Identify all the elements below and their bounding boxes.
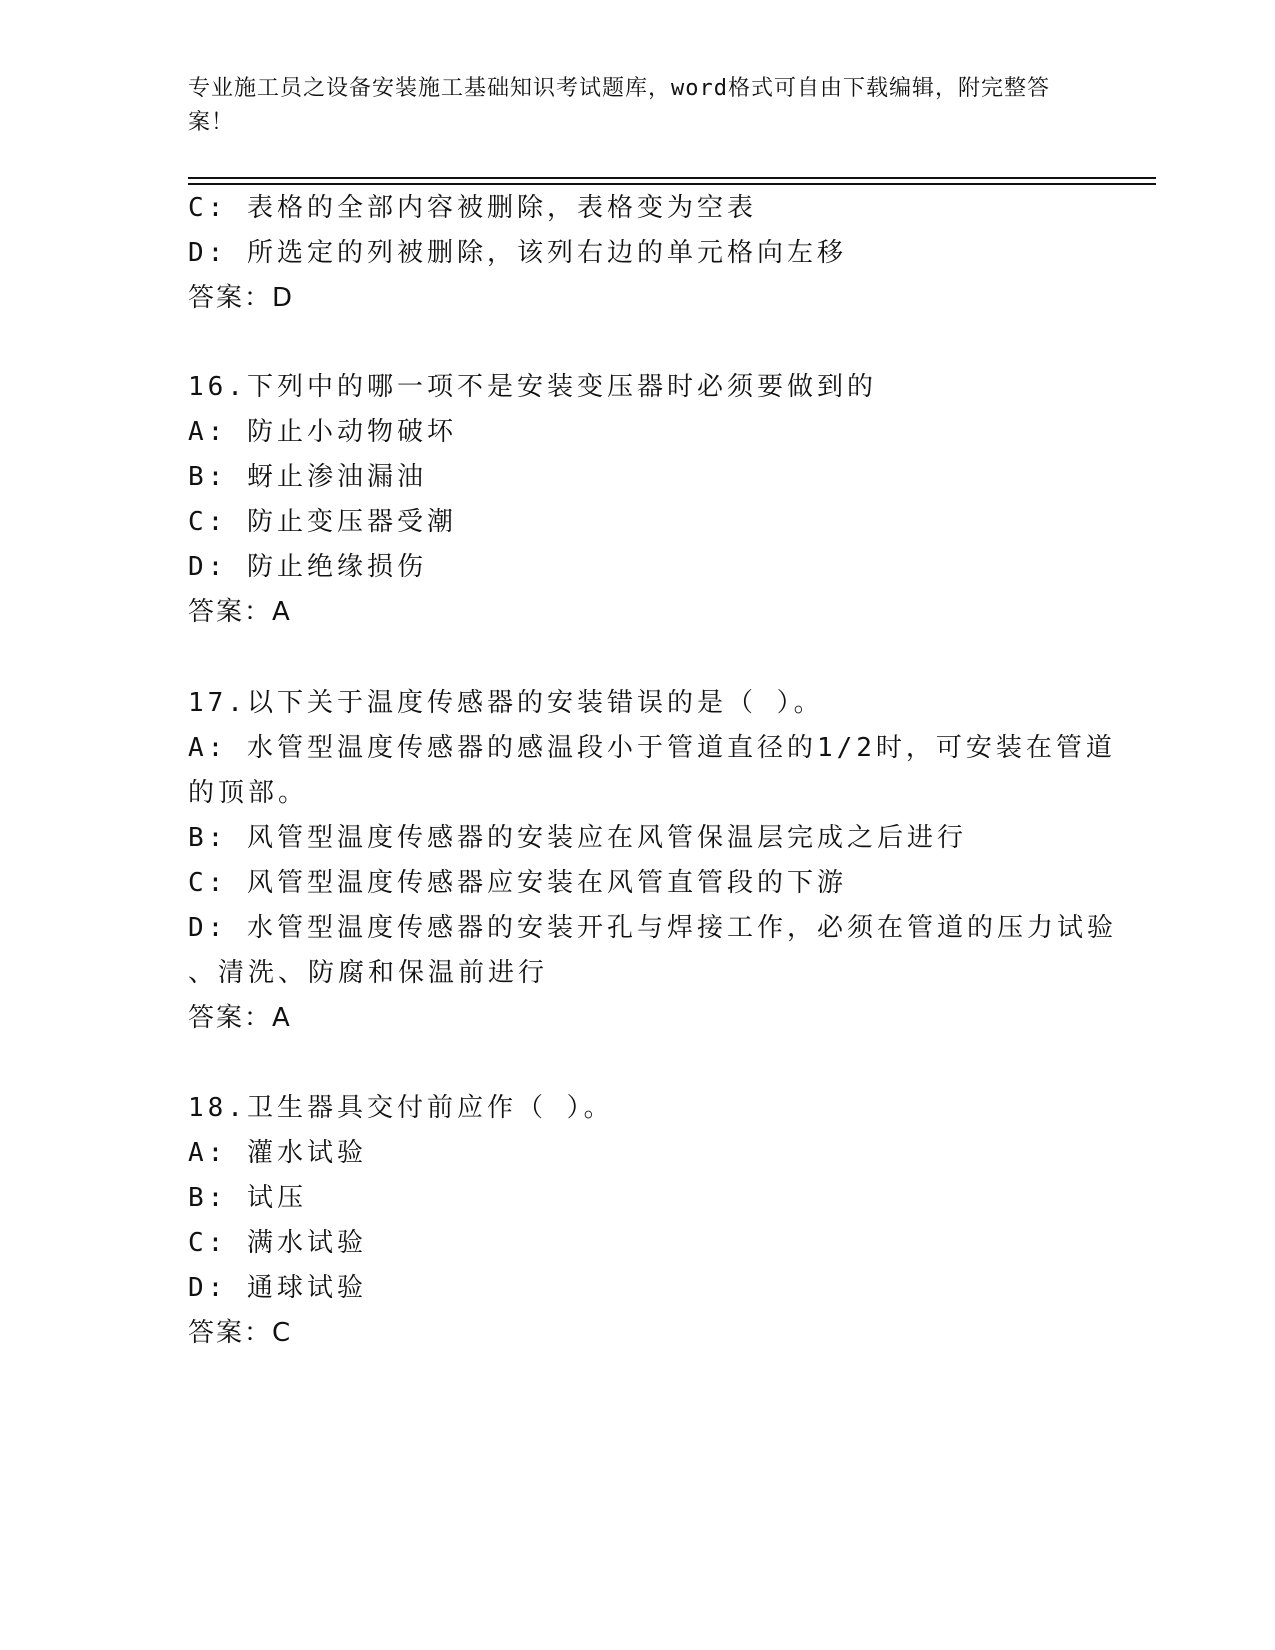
q17-stem: 17.以下关于温度传感器的安装错误的是（ ）。 <box>188 688 824 718</box>
q16-stem: 16.下列中的哪一项不是安装变压器时必须要做到的 <box>188 372 877 402</box>
q17-option-c: C: 风管型温度传感器应安装在风管直管段的下游 <box>188 868 847 898</box>
document-header: 专业施工员之设备安装施工基础知识考试题库，word格式可自由下载编辑，附完整答案！ <box>188 76 1050 135</box>
header-rule-top <box>188 177 1156 179</box>
q18-stem: 18.卫生器具交付前应作（ ）。 <box>188 1093 614 1123</box>
q18-option-d: D: 通球试验 <box>188 1273 367 1303</box>
q15-answer: 答案：D <box>188 283 295 313</box>
q17-option-d: D: 水管型温度传感器的安装开孔与焊接工作，必须在管道的压力试验 <box>188 913 1117 943</box>
q18-answer: 答案：C <box>188 1318 293 1348</box>
q16-option-a: A: 防止小动物破坏 <box>188 417 457 447</box>
q16-answer: 答案：A <box>188 597 292 627</box>
q17-option-a-continued: 的顶部。 <box>188 778 309 808</box>
q16-option-d: D: 防止绝缘损伤 <box>188 552 427 582</box>
q16-option-c: C: 防止变压器受潮 <box>188 507 457 537</box>
q17-option-d-continued: 、清洗、防腐和保温前进行 <box>188 958 549 988</box>
header-rule-bottom <box>188 183 1156 185</box>
q17-option-b: B: 风管型温度传感器的安装应在风管保温层完成之后进行 <box>188 823 967 853</box>
q18-option-a: A: 灌水试验 <box>188 1138 367 1168</box>
q18-option-b: B: 试压 <box>188 1183 307 1213</box>
q15-option-c: C: 表格的全部内容被删除，表格变为空表 <box>188 193 757 223</box>
q17-answer: 答案：A <box>188 1003 292 1033</box>
q15-option-d: D: 所选定的列被删除，该列右边的单元格向左移 <box>188 238 847 268</box>
q17-option-a: A: 水管型温度传感器的感温段小于管道直径的1/2时，可安装在管道 <box>188 733 1116 763</box>
q16-option-b: B: 蚜止渗油漏油 <box>188 462 427 492</box>
q18-option-c: C: 满水试验 <box>188 1228 367 1258</box>
